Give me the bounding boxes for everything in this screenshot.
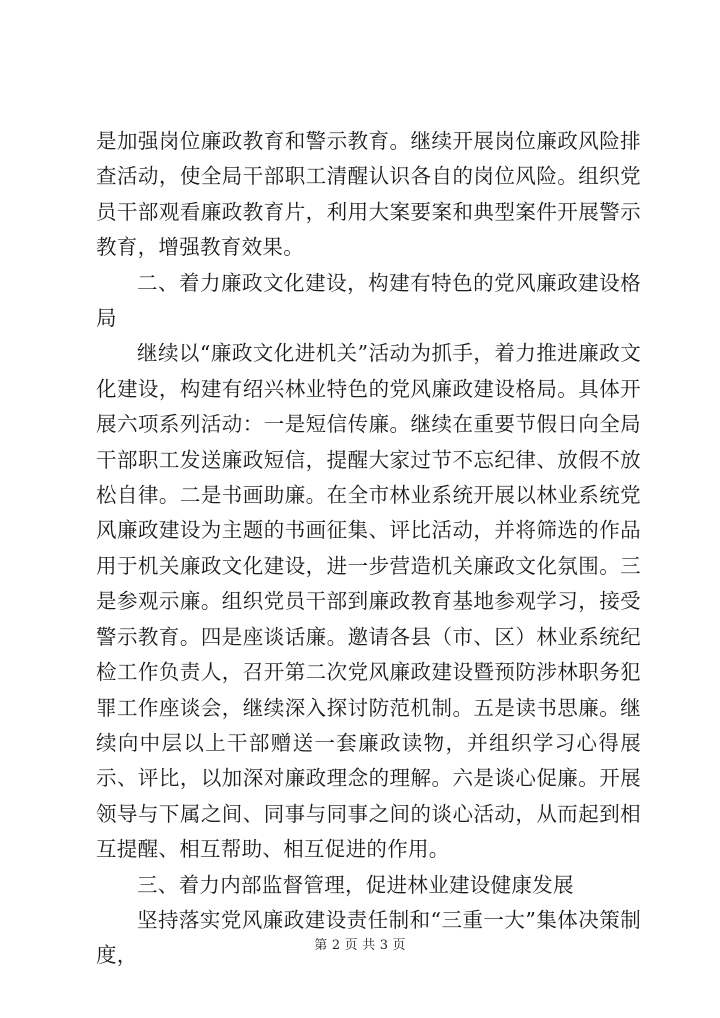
paragraph-continuation: 是加强岗位廉政教育和警示教育。继续开展岗位廉政风险排查活动，使全局干部职工清醒认识各自的岗位风险。组织党员干部观看廉政教育片，利用大案要案和典型案件开展警示教育，增强教育效果。 [96,129,641,260]
section-heading-2: 二、着力廉政文化建设，构建有特色的党风廉政建设格局 [96,270,641,331]
paragraph-supervision: 坚持落实党风廉政建设责任制和“三重一大”集体决策制度， [96,907,641,968]
section-heading-3: 三、着力内部监督管理，促进林业建设健康发展 [137,872,574,897]
paragraph-culture-activities: 继续以“廉政文化进机关”活动为抓手，着力推进廉政文化建设，构建有绍兴林业特色的党风廉政建设格局。具体开展六项系列活动：一是短信传廉。继续在重要节假日向全局干部职工发送廉政短信，提醒大家过节不忘纪律、放假不放松自律。二是书画助廉。在全市林业系统开展以林业系统党风廉政建设为主题的书画征集、评比活动，并将筛选的作品用于机关廉政文化建设，进一步营造机关廉政文化氛围。三是参观示廉。组织党员干部到廉政教育基地参观学习，接受警示教育。四是座谈话廉。邀请各县（市、区）林业系统纪检工作负责人，召开第二次党风廉政建设暨预防涉林职务犯罪工作座谈会，继续深入探讨防范机制。五是读书思廉。继续向中层以上干部赠送一套廉政读物，并组织学习心得展示、评比，以加深对廉政理念的理解。六是谈心促廉。开展领导与下属之间、同事与同事之间的谈心活动，从而起到相互提醒、相互帮助、相互促进的作用。 [96,341,641,862]
document-body [96,124,641,974]
page-footer: 第 2 页 共 3 页 [314,938,406,953]
